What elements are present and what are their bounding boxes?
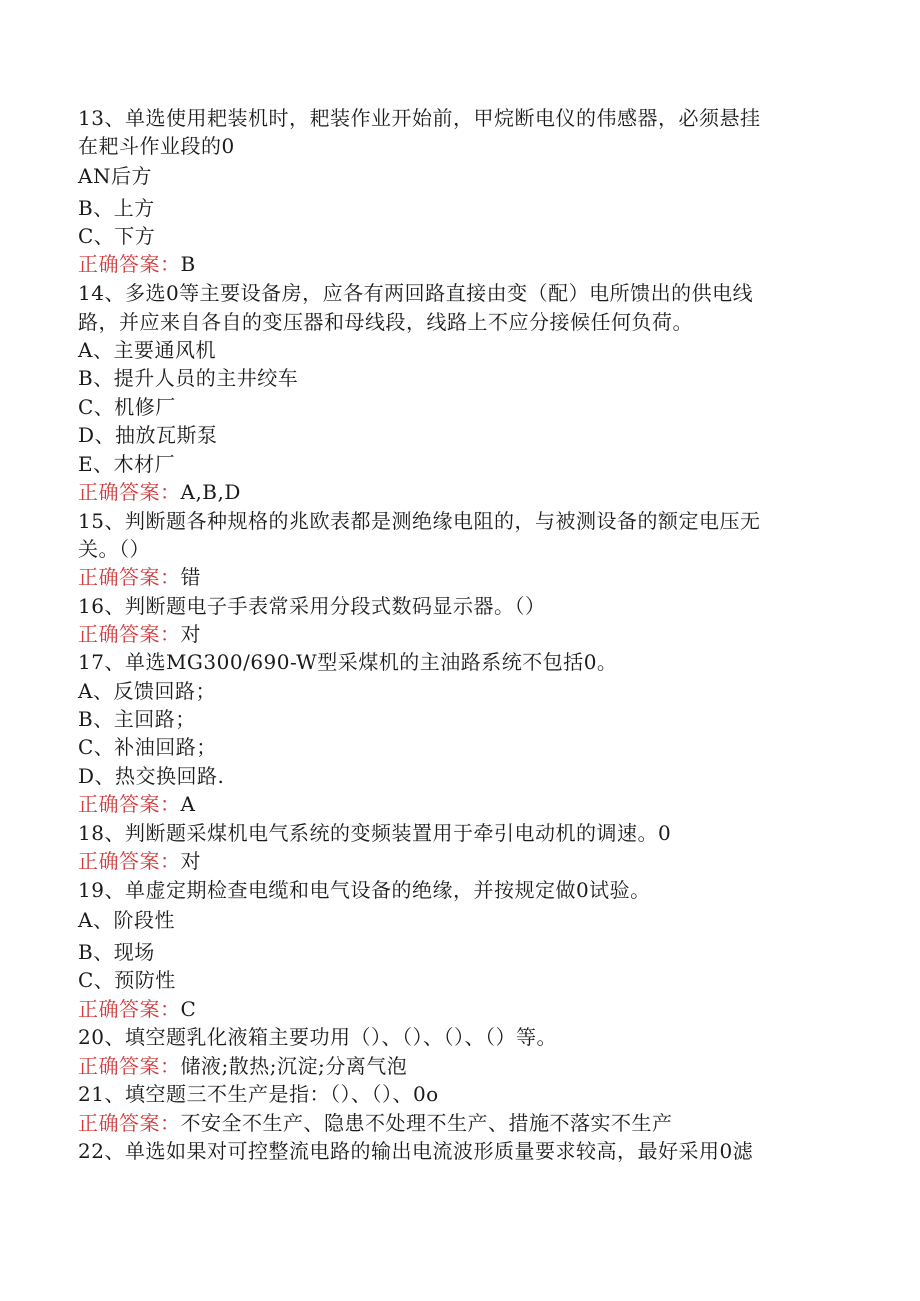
answer-label: 正确答案：	[78, 849, 181, 873]
question-17-option-c: C、补油回路；	[78, 735, 217, 759]
question-15-answer	[78, 563, 201, 591]
answer-value: 对	[180, 622, 201, 646]
question-17-answer	[78, 790, 195, 818]
answer-label: 正确答案：	[78, 997, 181, 1021]
answer-label: 正确答案：	[78, 1054, 181, 1078]
answer-value: 错	[180, 565, 201, 589]
answer-value: A	[180, 792, 196, 816]
question-14-text-line-1: 14、多选0等主要设备房，应各有两回路直接由变（配）电所馈出的供电线	[78, 281, 754, 305]
question-13-option-a: AN后方	[78, 164, 152, 188]
question-21-text-line-1: 21、填空题三不生产是指：（）、（）、0o	[78, 1082, 439, 1106]
question-13-text-line-1: 13、单选使用耙装机时，耙装作业开始前，甲烷断电仪的伟感器，必须悬挂	[78, 106, 761, 130]
question-20-text-line-1: 20、填空题乳化液箱主要功用（）、（）、（）、（）等。	[78, 1025, 557, 1049]
question-22-text-line-1: 22、单选如果对可控整流电路的输出电流波形质量要求较高，最好采用0滤	[78, 1139, 754, 1163]
answer-value: 储液;散热;沉淀;分离气泡	[180, 1054, 408, 1078]
question-14-answer	[78, 478, 241, 506]
answer-value: 不安全不生产、隐患不处理不生产、措施不落实不生产	[180, 1111, 673, 1135]
question-13-option-c: C、下方	[78, 224, 156, 248]
question-13-answer	[78, 250, 196, 278]
answer-label: 正确答案：	[78, 1111, 181, 1135]
question-16-answer	[78, 620, 201, 648]
answer-label: 正确答案：	[78, 565, 181, 589]
question-14-option-e: E、木材厂	[78, 452, 176, 476]
question-14-option-b: B、提升人员的主井绞车	[78, 366, 299, 390]
question-19-answer	[78, 995, 196, 1023]
question-19-option-c: C、预防性	[78, 968, 176, 992]
question-14-text-line-2: 路，并应来自各自的变压器和母线段，线路上不应分接候任何负荷。	[78, 310, 693, 334]
answer-value: B	[180, 252, 196, 276]
answer-value: 对	[180, 849, 201, 873]
question-15-text-line-1: 15、判断题各种规格的兆欧表都是测绝缘电阻的，与被测设备的额定电压无	[78, 509, 761, 533]
question-15-text-line-2: 关。（）	[78, 537, 150, 561]
question-16-text-line-1: 16、判断题电子手表常采用分段式数码显示器。（）	[78, 594, 546, 618]
question-14-option-a: A、主要通风机	[78, 338, 216, 362]
question-14-option-d: D、抽放瓦斯泵	[78, 423, 218, 447]
question-17-option-d: D、热交换回路.	[78, 764, 225, 788]
answer-label: 正确答案：	[78, 622, 181, 646]
question-13-option-b: B、上方	[78, 196, 155, 220]
answer-value: C	[180, 997, 197, 1021]
question-21-answer	[78, 1109, 673, 1137]
answer-label: 正确答案：	[78, 480, 181, 504]
question-20-answer	[78, 1052, 407, 1080]
question-18-answer	[78, 847, 201, 875]
question-17-text-line-1: 17、单选MG300/690-W型采煤机的主油路系统不包括0。	[78, 650, 618, 674]
question-13-text-line-2: 在耙斗作业段的0	[78, 134, 235, 158]
question-19-option-b: B、现场	[78, 940, 155, 964]
question-18-text-line-1: 18、判断题采煤机电气系统的变频装置用于牵引电动机的调速。0	[78, 821, 672, 845]
question-19-option-a: A、阶段性	[78, 908, 175, 932]
answer-value: A,B,D	[180, 480, 241, 504]
question-17-option-a: A、反馈回路；	[78, 679, 216, 703]
answer-label: 正确答案：	[78, 252, 181, 276]
answer-label: 正确答案：	[78, 792, 181, 816]
question-19-text-line-1: 19、单虚定期检查电缆和电气设备的绝缘，并按规定做0试验。	[78, 878, 651, 902]
question-14-option-c: C、机修厂	[78, 395, 176, 419]
question-17-option-b: B、主回路；	[78, 707, 196, 731]
